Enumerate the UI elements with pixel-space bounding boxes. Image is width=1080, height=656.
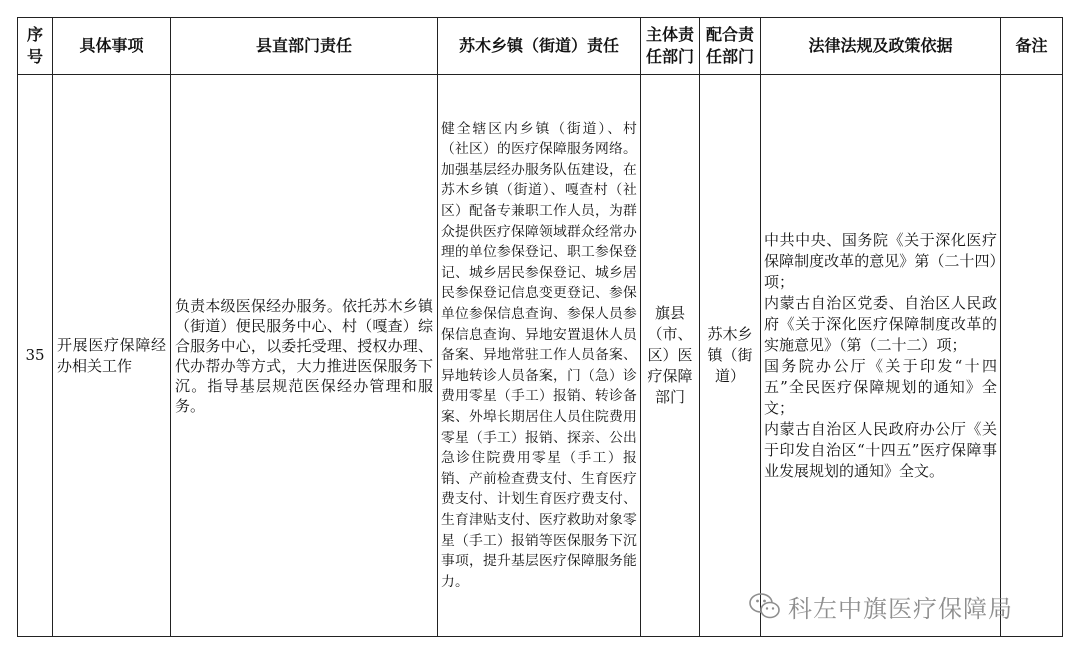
cell-main-dept: 旗县（市、区）医疗保障部门 [641,75,700,637]
cell-item: 开展医疗保障经办相关工作 [53,75,171,637]
header-row [18,18,1063,75]
cell-law-basis: 中共中央、国务院《关于深化医疗保障制度改革的意见》第（二十四）项； 内蒙古自治区党委、自治区人民政府《关于深化医疗保障制度改革的实施意见》（第（二十二）项； 国务院办公厅《关于印发“十四五”全民医疗保障规划的通知》全文； 内蒙古自治区人民政府办公厅《关于印发自治区“十四五”医疗保障事业发展规划的通知》全文。 [761,75,1001,637]
header-town: 苏木乡镇（街道）责任 [438,18,641,75]
cell-county-duty: 负责本级医保经办服务。依托苏木乡镇（街道）便民服务中心、村（嘎查）综合服务中心，以委托受理、授权办理、代办帮办等方式，大力推进医保服务下沉。指导基层规范医保经办管理和服务。 [171,75,438,637]
watermark-text: 科左中旗医疗保障局 [788,594,1013,623]
header-county: 县直部门责任 [171,18,438,75]
cell-num: 35 [18,75,53,637]
table-row [18,75,1063,637]
cell-coop-dept: 苏木乡镇（街道） [700,75,761,637]
cell-remark [1001,75,1063,637]
header-remark: 备注 [1001,18,1063,75]
watermark [748,584,1013,628]
header-num: 序号 [18,18,53,75]
wechat-icon [748,591,782,621]
header-law: 法律法规及政策依据 [761,18,1001,75]
header-item: 具体事项 [53,18,171,75]
cell-town-duty: 健全辖区内乡镇（街道）、村（社区）的医疗保障服务网络。加强基层经办服务队伍建设，在苏木乡镇（街道）、嘎查村（社区）配备专兼职工作人员，为群众提供医疗保障领域群众经常办理的单位参保登记、职工参保登记、城乡居民参保登记、城乡居民参保登记信息变更登记、参保单位参保信息查询、参保人员参保信息查询、异地安置退休人员备案、异地常驻工作人员备案、异地转诊人员备案，门（急）诊费用零星（手工）报销、转诊备案、外埠长期居住人员住院费用零星（手工）报销、探亲、公出急诊住院费用零星（手工）报销、产前检查费支付、生育医疗费支付、计划生育医疗费支付、生育津贴支付、医疗救助对象零星（手工）报销等医保服务下沉事项，提升基层医疗保障服务能力。 [438,75,641,637]
header-coop-dept: 配合责任部门 [700,18,761,75]
header-main-dept: 主体责任部门 [641,18,700,75]
policy-table [17,17,1063,637]
